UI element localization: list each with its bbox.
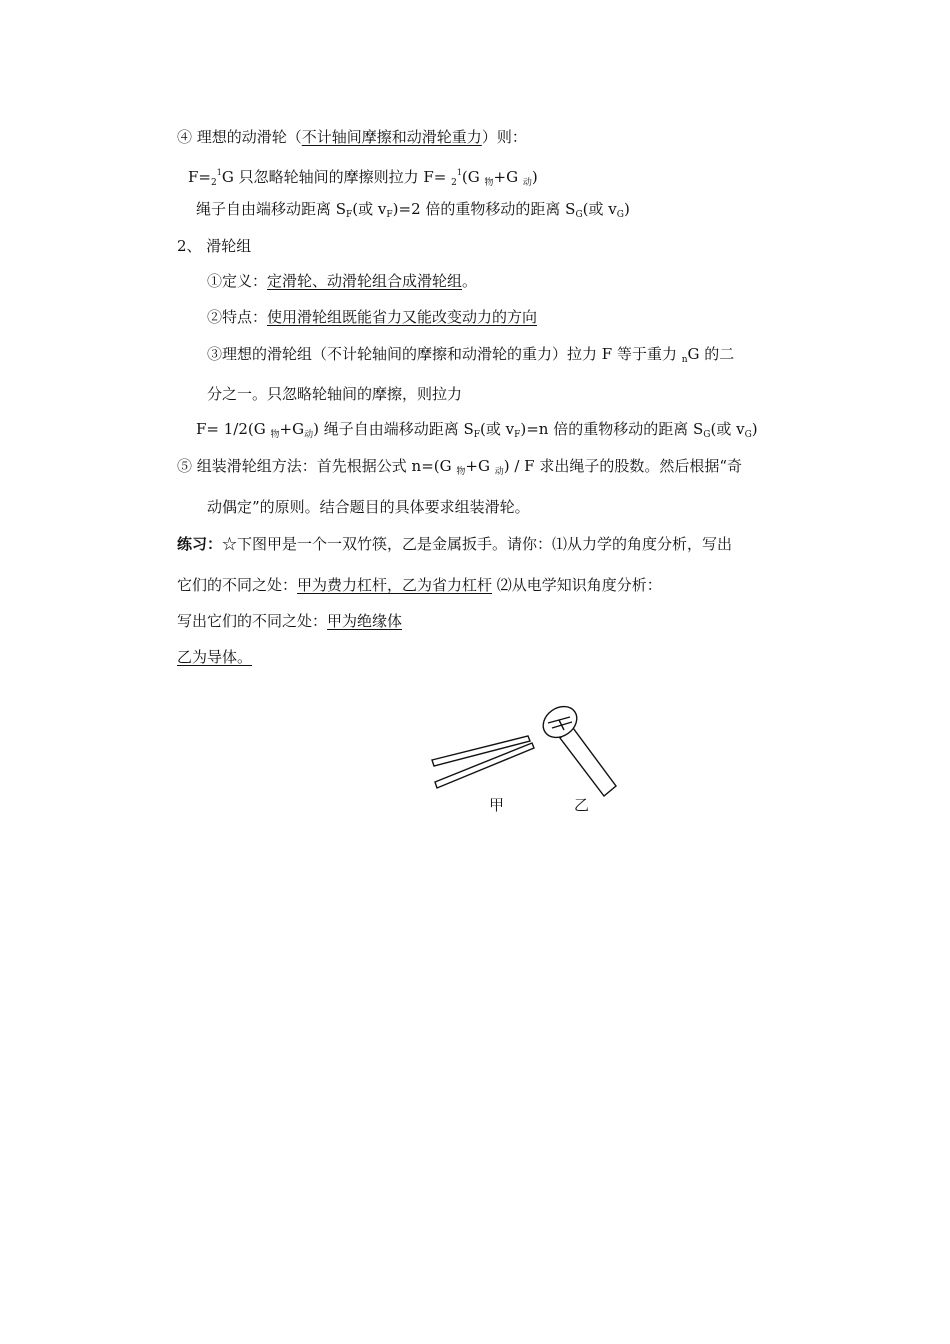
underlined-answer: 不计轴间摩擦和动滑轮重力	[301, 128, 482, 146]
line-ideal-pulley-system: ③理想的滑轮组（不计轮轴间的摩擦和动滑轮的重力）拉力 F 等于重力 $_n$G 的二	[207, 345, 735, 365]
circled-number-4: ④	[177, 128, 193, 146]
line-force-formula: $F=_2^1G$ 只忽略轮轴间的摩擦则拉力 F= $_2^1$(G $_物$+G $_动$)	[188, 168, 538, 188]
underlined-answer: 甲为绝缘体	[327, 612, 403, 630]
chopstick-2	[435, 743, 534, 788]
underlined-answer: 乙为导体。	[177, 648, 253, 666]
line-answer-mechanics: 它们的不同之处：甲为费力杠杆，乙为省力杠杆 ⑵从电学知识角度分析：	[177, 576, 662, 594]
chopsticks-drawing	[432, 736, 534, 788]
figure-label-yi: 乙	[574, 796, 590, 814]
line-definition: ①定义：定滑轮、动滑轮组合成滑轮组。	[207, 272, 478, 290]
wrench-drawing	[537, 700, 616, 796]
line-exercise: 练习：☆下图甲是一个一双竹筷，乙是金属扳手。请你：⑴从力学的角度分析，写出	[177, 535, 733, 553]
underlined-answer: 定滑轮、动滑轮组合成滑轮组	[267, 272, 463, 290]
line-force-half: F= 1/2(G $_物+G_动$) 绳子自由端移动距离 $S_F$(或 $v_F)=n$ 倍的重物移动的距离 $S_G$(或 $v_G$)	[196, 420, 758, 440]
line-answer-electric-b	[177, 647, 252, 667]
line-odd-even-rule: 动偶定”的原则。结合题目的具体要求组装滑轮。	[207, 498, 530, 516]
figure-label-jia: 甲	[489, 796, 505, 814]
line-feature: ②特点：使用滑轮组既能省力又能改变动力的方向	[207, 308, 538, 326]
exercise-label: 练习：	[177, 535, 223, 553]
line-answer-electric-a: 写出它们的不同之处：甲为绝缘体	[177, 612, 403, 630]
wrench-handle	[560, 728, 616, 796]
line-assembly-method: ⑤ 组装滑轮组方法：首先根据公式 n=(G $_物$+G $_动$) / F 求出绳子的股数。然后根据“奇	[177, 457, 743, 477]
underlined-answer: 使用滑轮组既能省力又能改变动力的方向	[267, 308, 538, 326]
underlined-answer: 甲为费力杠杆，乙为省力杠杆	[297, 576, 493, 594]
figure-chopsticks-and-wrench	[420, 700, 630, 820]
line-continued: 分之一。只忽略轮轴间的摩擦，则拉力	[207, 385, 463, 403]
chopstick-1	[432, 736, 530, 766]
figure-drawing	[420, 700, 630, 820]
line-ideal-movable-pulley: ④ 理想的动滑轮（不计轴间摩擦和动滑轮重力）则：	[177, 128, 527, 146]
line-rope-distance: 绳子自由端移动距离 $S_F$(或 $v_F)=2$ 倍的重物移动的距离 $S_G$(或 $v_G$)	[196, 200, 630, 220]
section-heading-pulley-system: 2、 滑轮组	[177, 237, 252, 255]
